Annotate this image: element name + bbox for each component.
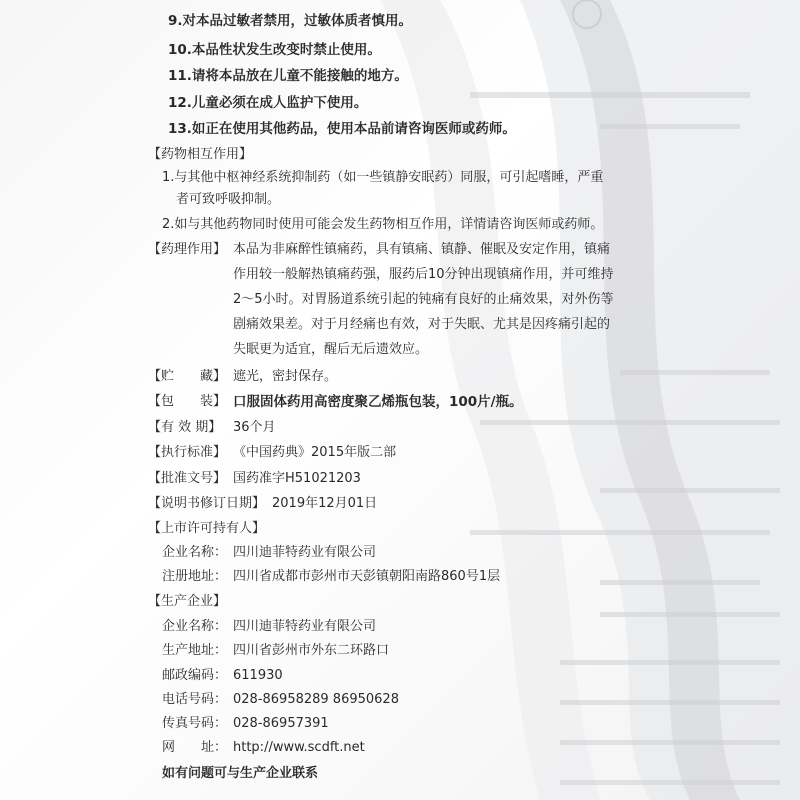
validity-value: 36个月 (233, 420, 276, 435)
manufacturer-fax-label: 传真号码： (162, 716, 228, 731)
warning-item: 12.儿童必须在成人监护下使用。 (168, 95, 368, 111)
standard-label: 【执行标准】 (148, 445, 227, 460)
footer-note: 如有问题可与生产企业联系 (162, 766, 319, 781)
manufacturer-company-value: 四川迪菲特药业有限公司 (233, 619, 377, 634)
pharmacology-text: 失眠更为适宜，醒后无后遗效应。 (233, 342, 429, 357)
holder-address-label: 注册地址： (162, 569, 228, 584)
interactions-heading: 【药物相互作用】 (148, 147, 253, 162)
manufacturer-fax-value: 028-86957391 (233, 716, 329, 731)
holder-address-value: 四川省成都市彭州市天彭镇朝阳南路860号1层 (233, 569, 501, 584)
manufacturer-postcode-label: 邮政编码： (162, 668, 228, 683)
manufacturer-web-label: 网 址： (162, 740, 228, 755)
warning-item: 13.如正在使用其他药品，使用本品前请咨询医师或药师。 (168, 121, 516, 137)
interactions-item-1: 1.与其他中枢神经系统抑制药（如一些镇静安眠药）同服，可引起嗜睡，严重 (162, 170, 604, 185)
package-label: 【包 装】 (148, 394, 227, 409)
warning-item: 9.对本品过敏者禁用，过敏体质者慎用。 (168, 13, 413, 29)
warning-item: 10.本品性状发生改变时禁止使用。 (168, 42, 381, 58)
validity-label: 【有 效 期】 (148, 420, 222, 435)
holder-company-label: 企业名称： (162, 545, 228, 560)
warning-item: 11.请将本品放在儿童不能接触的地方。 (168, 68, 408, 84)
interactions-item-1-cont: 者可致呼吸抑制。 (176, 192, 281, 207)
pharmacology-label: 【药理作用】 (148, 242, 227, 257)
approval-label: 【批准文号】 (148, 471, 227, 486)
manufacturer-phone-label: 电话号码： (162, 692, 228, 707)
holder-company-value: 四川迪菲特药业有限公司 (233, 545, 377, 560)
revision-label: 【说明书修订日期】 (148, 496, 266, 511)
interactions-item-2: 2.如与其他药物同时使用可能会发生药物相互作用，详情请咨询医师或药师。 (162, 217, 604, 232)
manufacturer-company-label: 企业名称： (162, 619, 228, 634)
pharmacology-text: 作用较一般解热镇痛药强，服药后10分钟出现镇痛作用，并可维持 (233, 267, 614, 282)
pharmacology-text: 剧痛效果差。对于月经痛也有效，对于失眠、尤其是因疼痛引起的 (233, 317, 611, 332)
package-value: 口服固体药用高密度聚乙烯瓶包装，100片/瓶。 (233, 394, 523, 410)
approval-value: 国药准字H51021203 (233, 471, 361, 486)
pharmacology-text: 本品为非麻醉性镇痛药，具有镇痛、镇静、催眠及安定作用，镇痛 (233, 242, 611, 257)
standard-value: 《中国药典》2015年版二部 (233, 445, 397, 460)
manufacturer-web-value: http://www.scdft.net (233, 740, 365, 755)
storage-label: 【贮 藏】 (148, 369, 227, 384)
revision-value: 2019年12月01日 (272, 496, 378, 511)
manufacturer-postcode-value: 611930 (233, 668, 283, 683)
manufacturer-phone-value: 028-86958289 86950628 (233, 692, 399, 707)
holder-heading: 【上市许可持有人】 (148, 521, 266, 536)
manufacturer-address-label: 生产地址： (162, 643, 228, 658)
manufacturer-heading: 【生产企业】 (148, 594, 227, 609)
storage-value: 遮光，密封保存。 (233, 369, 338, 384)
pharmacology-text: 2～5小时。对胃肠道系统引起的钝痛有良好的止痛效果，对外伤等 (233, 292, 614, 307)
manufacturer-address-value: 四川省彭州市外东二环路口 (233, 643, 390, 658)
